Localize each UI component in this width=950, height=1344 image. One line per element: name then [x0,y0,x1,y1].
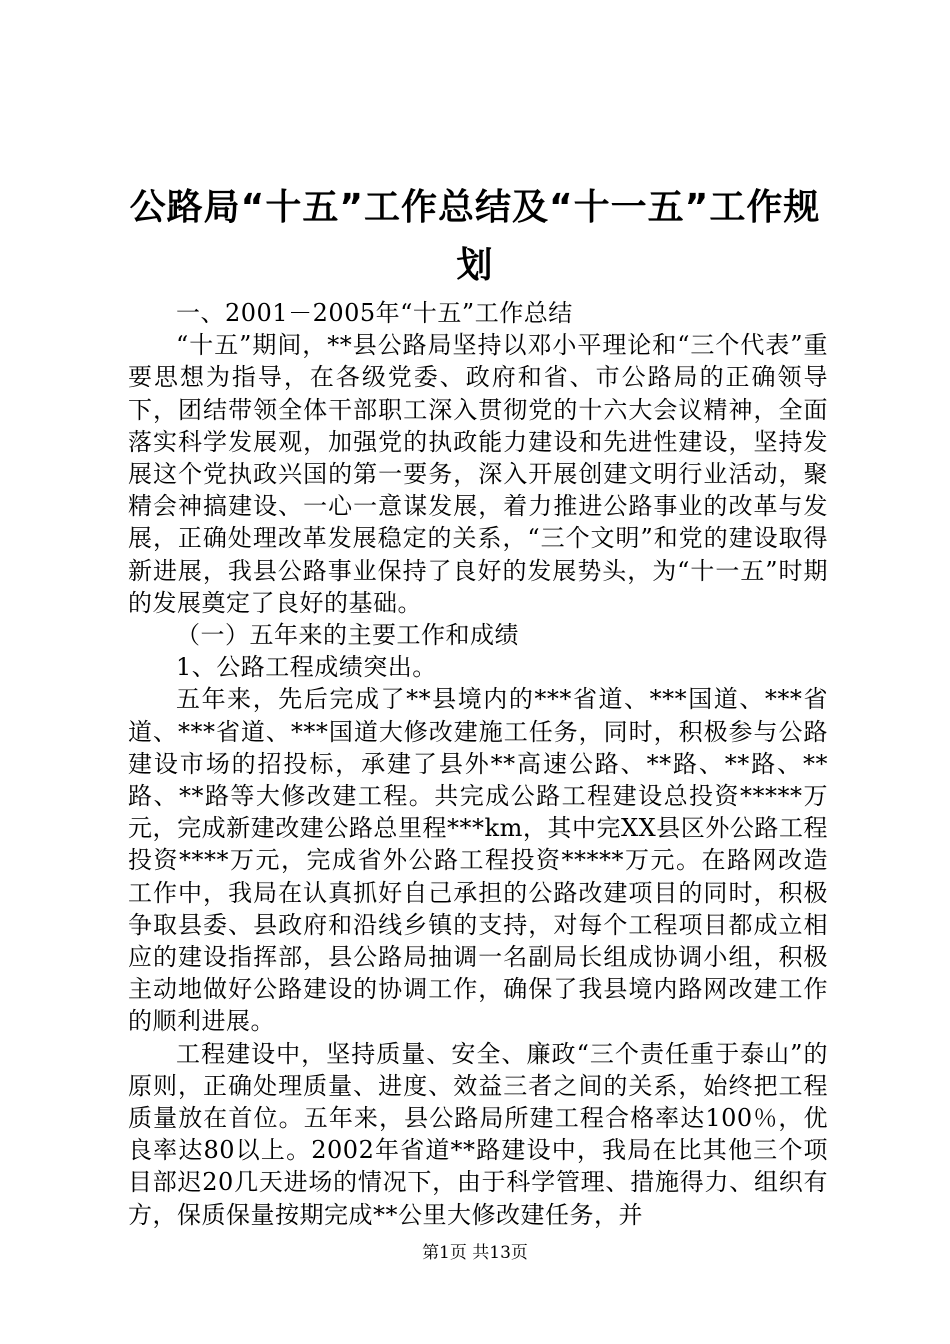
document-title: 公路局“十五”工作总结及“十一五”工作规划 [129,187,821,287]
section-heading: 一、2001－2005年“十五”工作总结 [176,299,573,327]
item-heading: 1、公路工程成绩突出。 [176,653,437,682]
paragraph: “十五”期间，**县公路局坚持以邓小平理论和“三个代表”重要思想为指导，在各级党委、政府和省、市公路局的正确领导下，团结带领全体干部职工深入贯彻党的十六大会议精神，全面落实科学发展观，加强党的执政能力建设和先进性建设，坚持发展这个党执政兴国的第一要务，深入开展创建文明行业活动，聚精会神搞建设、一心一意谋发展，着力推进公路事业的改革与发展，正确处理改革发展稳定的关系，“三个文明”和党的建设取得新进展，我县公路事业保持了良好的发展势头，为“十一五”时期的发展奠定了良好的基础。 [128,331,828,617]
page-number-footer: 第1页 共13页 [422,1243,528,1263]
paragraph: 五年来，先后完成了**县境内的***省道、***国道、***省道、***省道、***国道大修改建施工任务，同时，积极参与公路建设市场的招投标，承建了县外**高速公路、**路、**路、**路、**路等大修改建工程。共完成公路工程建设总投资*****万元，完成新建改建公路总里程***km，其中完XX县区外公路工程投资****万元，完成省外公路工程投资*****万元。在路网改造工作中，我局在认真抓好自己承担的公路改建项目的同时，积极争取县委、县政府和沿线乡镇的支持，对每个工程项目都成立相应的建设指挥部，县公路局抽调一名副局长组成协调小组，积极主动地做好公路建设的协调工作，确保了我县境内路网改建工作的顺利进展。 [128,685,828,1036]
paragraph: 工程建设中，坚持质量、安全、廉政“三个责任重于泰山”的原则，正确处理质量、进度、效益三者之间的关系，始终把工程质量放在首位。五年来，县公路局所建工程合格率达100％，优良率达80以上。2002年省道**路建设中，我局在比其他三个项目部迟20几天进场的情况下，由于科学管理、措施得力、组织有方，保质保量按期完成**公里大修改建任务，并 [128,1039,828,1229]
subsection-heading: （一）五年来的主要工作和成绩 [176,621,519,650]
document-body [128,297,828,1231]
